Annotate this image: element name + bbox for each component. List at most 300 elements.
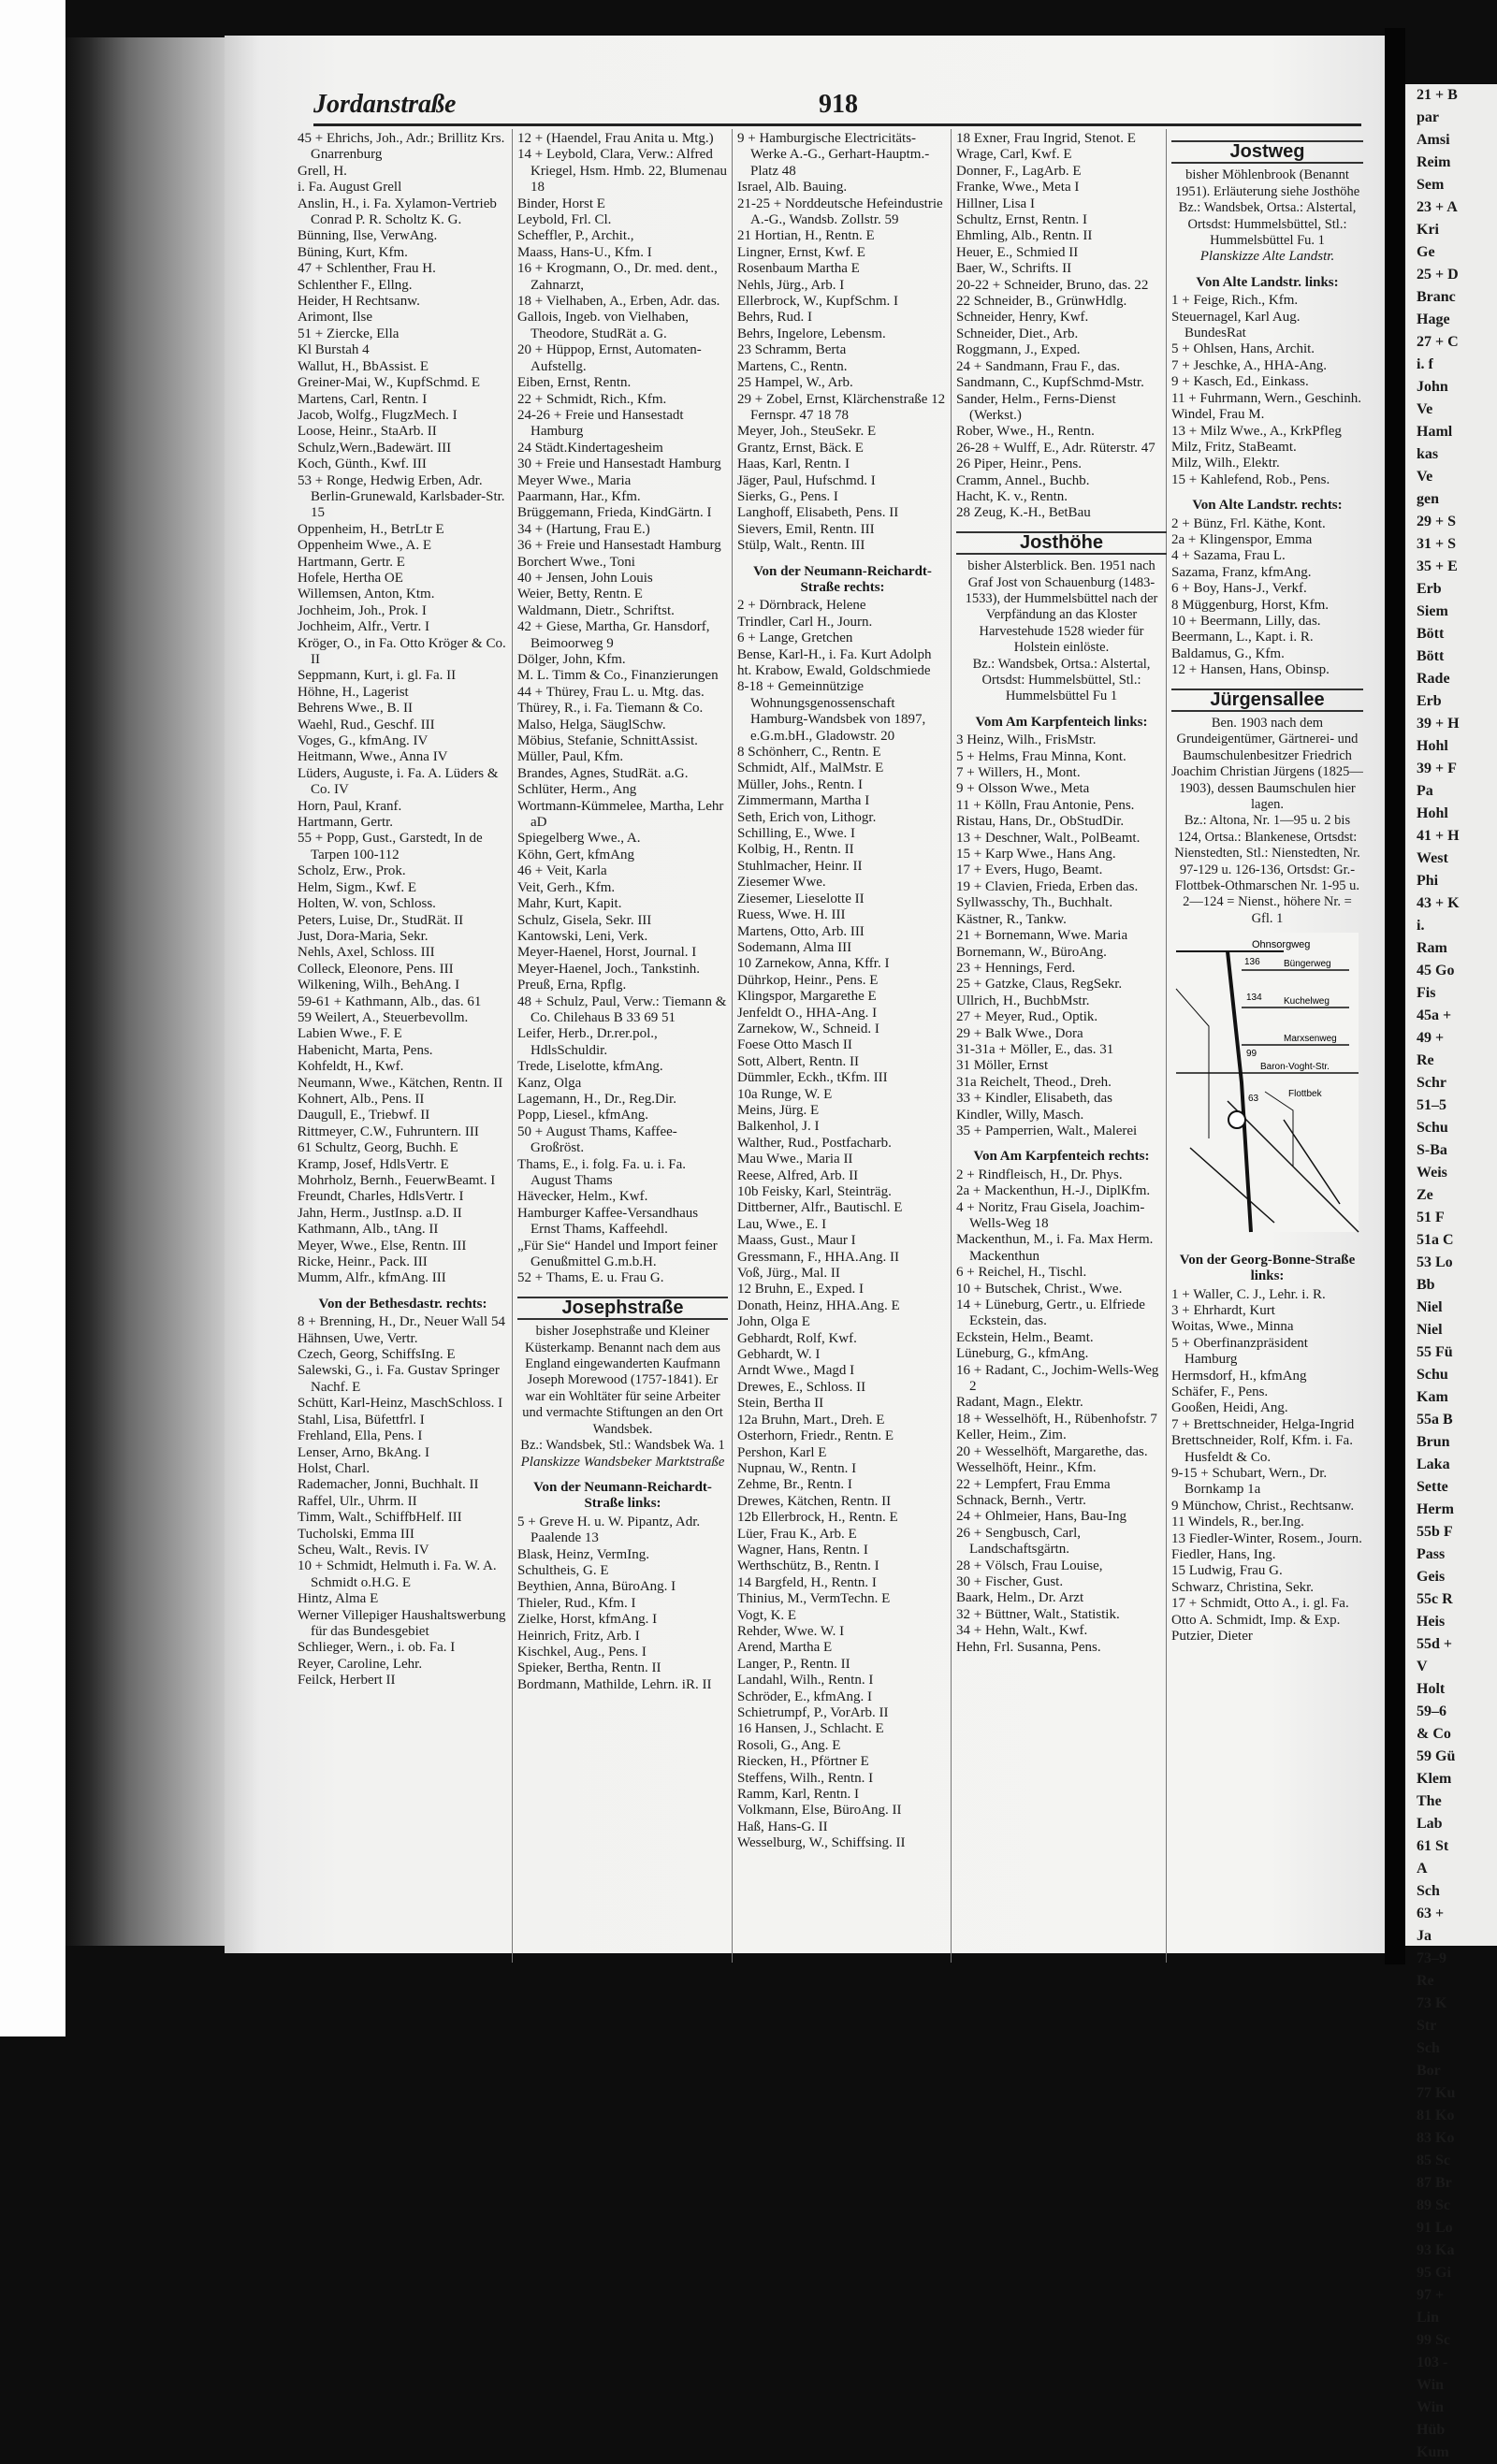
directory-entry: Fiedler, Hans, Ing. — [1171, 1547, 1276, 1562]
map-label-marxsenweg: Marxsenweg — [1284, 1034, 1337, 1045]
directory-entry: Gebhardt, W. I — [737, 1347, 821, 1363]
directory-entry: 45 + Ehrichs, Joh., Adr.; Brillitz Krs. Gnarrenburg — [298, 131, 505, 163]
directory-entry: Donath, Heinz, HHA.Ang. E — [737, 1297, 900, 1313]
directory-entry: 21-25 + Norddeutsche Hefeindustrie A.-G., Wandsb. Zollstr. 59 — [737, 196, 943, 228]
directory-entry: Leybold, Frl. Cl. — [517, 212, 612, 228]
directory-entry: Grell, H. — [298, 163, 347, 179]
next-page-fragment: 59 Gü — [1417, 1748, 1456, 1764]
directory-entry: Schnack, Bernh., Vertr. — [956, 1492, 1086, 1508]
directory-entry: Oppenheim, H., BetrLtr E — [298, 521, 444, 537]
directory-entry: Ziesemer, Lieselotte II — [737, 891, 865, 906]
directory-entry: Lau, Wwe., E. I — [737, 1216, 827, 1232]
directory-entry: Ristau, Hans, Dr., ObStudDir. — [956, 814, 1125, 830]
directory-entry: Jochheim, Joh., Prok. I — [298, 602, 427, 618]
next-page-fragment: Sch — [1417, 2040, 1440, 2056]
directory-entry: Lenser, Arno, BkAng. I — [298, 1444, 430, 1460]
directory-entry: 2 + Rindfleisch, H., Dr. Phys. — [956, 1167, 1123, 1182]
directory-entry: Pershon, Karl E — [737, 1444, 827, 1460]
directory-entry: 10 + Beermann, Lilly, das. — [1171, 613, 1321, 629]
next-page-fragment: 23 + A — [1417, 199, 1458, 215]
directory-entry: Reese, Alfred, Arb. II — [737, 1167, 859, 1183]
next-page-fragment: Herm — [1417, 1501, 1454, 1517]
directory-entry: 16 + Radant, C., Jochim-Wells-Weg 2 — [956, 1362, 1159, 1395]
directory-entry: Sott, Albert, Rentn. II — [737, 1053, 859, 1069]
directory-entry: 31 Möller, Ernst — [956, 1058, 1049, 1074]
subsection-heading: Von Alte Landstr. rechts: — [1192, 498, 1343, 514]
directory-entry: 30 + Fischer, Gust. — [956, 1573, 1064, 1589]
directory-entry: 31a Reichelt, Theod., Dreh. — [956, 1074, 1112, 1090]
next-page-fragment: Siem — [1417, 603, 1448, 619]
directory-entry: 5 + Ohlsen, Hans, Archit. — [1171, 341, 1315, 357]
next-page-fragment: 43 + K — [1417, 895, 1460, 911]
directory-entry: Ziesemer Wwe. — [737, 875, 826, 891]
directory-entry: Spiegelberg Wwe., A. — [517, 831, 641, 847]
directory-entry: Möbius, Stefanie, SchnittAssist. — [517, 733, 698, 749]
directory-entry: Schulz, Gisela, Sekr. III — [517, 912, 652, 928]
directory-entry: Windel, Frau M. — [1171, 407, 1265, 423]
directory-entry: 19 + Clavien, Frieda, Erben das. — [956, 878, 1139, 894]
directory-entry: „Für Sie“ Handel und Import feiner Genußmittel G.m.b.H. — [517, 1238, 718, 1270]
directory-entry: Mumm, Alfr., kfmAng. III — [298, 1270, 446, 1286]
directory-entry: Tucholski, Emma III — [298, 1526, 414, 1542]
next-page-fragment: gen — [1417, 491, 1439, 507]
directory-entry: Milz, Wilh., Elektr. — [1171, 456, 1280, 471]
directory-entry: Helm, Sigm., Kwf. E — [298, 879, 417, 895]
directory-entry: 22 Schneider, B., GrünwHdlg. — [956, 294, 1127, 310]
next-page-fragment: 51 F — [1417, 1210, 1445, 1225]
directory-entry: Hofele, Hertha OE — [298, 570, 403, 586]
next-page-fragment: Schr — [1417, 1075, 1446, 1091]
next-page-fragment: Schu — [1417, 1367, 1448, 1383]
directory-entry: Osterhorn, Friedr., Rentn. E — [737, 1428, 894, 1444]
directory-entry: Jochheim, Alfr., Vertr. I — [298, 619, 429, 635]
directory-entry: 6 + Reichel, H., Tischl. — [956, 1265, 1087, 1281]
directory-entry: Waehl, Rud., Geschf. III — [298, 717, 435, 732]
directory-entry: Mau Wwe., Maria II — [737, 1152, 853, 1167]
next-page-fragment: Bött — [1417, 648, 1445, 664]
subsection-heading: Von der Georg-Bonne-Straße links: — [1179, 1252, 1356, 1284]
street-running-head: Jordanstraße — [313, 90, 457, 119]
directory-entry: 25 + Gatzke, Claus, RegSekr. — [956, 977, 1123, 993]
directory-entry: 5 + Oberfinanzpräsident Hamburg — [1171, 1335, 1308, 1368]
map-label-buengerweg: Büngerweg — [1284, 959, 1331, 970]
directory-entry: 7 + Willers, H., Mont. — [956, 765, 1081, 781]
map-label-136: 136 — [1244, 957, 1260, 968]
column-1 — [298, 131, 508, 1689]
directory-entry: 7 + Brettschneider, Helga-Ingrid — [1171, 1416, 1355, 1432]
directory-entry: Freundt, Charles, HdlsVertr. I — [298, 1189, 464, 1205]
directory-entry: Rosoli, G., Ang. E — [737, 1737, 841, 1753]
directory-entry: Wagner, Hans, Rentn. I — [737, 1542, 868, 1558]
directory-entry: Vogt, K. E — [737, 1607, 797, 1623]
directory-entry: Schlenther F., Ellng. — [298, 277, 413, 293]
directory-entry: Schilling, E., Wwe. I — [737, 826, 855, 842]
directory-entry: Franke, Wwe., Meta I — [956, 180, 1080, 196]
directory-entry: 22 + Schmidt, Rich., Kfm. — [517, 391, 667, 407]
column-rule — [951, 129, 952, 1963]
directory-entry: 8-18 + Gemeinnützige Wohnungsgenossenschaft Hamburg-Wandsbek von 1897, e.G.m.bH., Gladowstr. 20 — [737, 679, 926, 744]
directory-entry: Greiner-Mai, W., KupfSchmd. E — [298, 375, 481, 391]
directory-entry: Jahn, Herm., JustInsp. a.D. II — [298, 1205, 462, 1221]
next-page-fragment: Bb — [1417, 1277, 1435, 1293]
directory-entry: 31-31a + Möller, E., das. 31 — [956, 1041, 1114, 1057]
directory-entry: Walther, Rud., Postfacharb. — [737, 1135, 892, 1151]
directory-entry: Schwarz, Christina, Sekr. — [1171, 1579, 1315, 1595]
directory-entry: Kathmann, Alb., tAng. II — [298, 1222, 439, 1238]
directory-entry: Wesselburg, W., Schiffsing. II — [737, 1835, 906, 1851]
directory-entry: Werthschütz, B., Rentn. I — [737, 1558, 879, 1574]
directory-entry: Köhn, Gert, kfmAng — [517, 847, 634, 862]
next-page-fragment: Pass — [1417, 1546, 1446, 1562]
directory-entry: 12 + (Haendel, Frau Anita u. Mtg.) — [517, 131, 714, 146]
directory-entry: Mohrholz, Bernh., FeuerwBeamt. I — [298, 1173, 496, 1188]
next-page-fragment: Niel — [1417, 1299, 1443, 1315]
directory-entry: 29 + Balk Wwe., Dora — [956, 1025, 1083, 1041]
map-label-kuchelweg: Kuchelweg — [1284, 996, 1330, 1007]
directory-entry: Arimont, Ilse — [298, 310, 372, 326]
next-page-fragment: Sette — [1417, 1479, 1448, 1495]
directory-entry: Koch, Günth., Kwf. III — [298, 457, 427, 472]
next-page-fragment: 45a + — [1417, 1007, 1452, 1023]
next-page-fragment: Phi — [1417, 873, 1439, 889]
directory-entry: Roggmann, J., Exped. — [956, 342, 1081, 358]
directory-entry: Zarnekow, W., Schneid. I — [737, 1021, 879, 1036]
directory-entry: Gressmann, F., HHA.Ang. II — [737, 1249, 899, 1265]
next-page-fragment: kas — [1417, 446, 1439, 462]
next-page-fragment: Hage — [1417, 312, 1450, 327]
directory-entry: Kindler, Willy, Masch. — [956, 1107, 1084, 1123]
directory-entry: Jäger, Paul, Hufschmd. I — [737, 472, 876, 488]
directory-entry: 6 + Lange, Gretchen — [737, 630, 853, 646]
directory-entry: Seth, Erich von, Lithogr. — [737, 809, 877, 825]
directory-entry: 15 Ludwig, Frau G. — [1171, 1563, 1283, 1579]
directory-entry: Lagemann, H., Dr., Reg.Dir. — [517, 1091, 676, 1107]
next-page-fragment: S-Ba — [1417, 1142, 1447, 1158]
plan-sketch-note: Planskizze Wandsbeker Marktstraße — [520, 1454, 725, 1470]
next-page-fragment: Pa — [1417, 783, 1433, 799]
directory-entry: Sievers, Emil, Rentn. III — [737, 521, 875, 537]
directory-entry: 10a Runge, W. E — [737, 1086, 833, 1102]
next-page-fragment: Branc — [1417, 289, 1456, 305]
subsection-heading: Von der Neumann-Reichardt-Straße rechts: — [753, 563, 932, 595]
directory-entry: Maass, Hans-U., Kfm. I — [517, 244, 652, 260]
directory-entry: Martens, Carl, Rentn. I — [298, 391, 428, 407]
directory-entry: 24 + Ohlmeier, Hans, Bau-Ing — [956, 1509, 1126, 1525]
directory-entry: 15 + Karp Wwe., Hans Ang. — [956, 847, 1116, 862]
subsection-heading: Von der Bethesdastr. rechts: — [318, 1296, 487, 1312]
directory-entry: Scholz, Erw., Prok. — [298, 863, 406, 879]
directory-entry: 2 + Dörnbrack, Helene — [737, 598, 866, 614]
street-note: bisher Möhlenbrook (Benannt 1951). Erläuterung siehe Josthöhe — [1174, 167, 1360, 199]
next-page-fragment: 25 + D — [1417, 267, 1459, 283]
next-page-fragment: Ja — [1417, 1928, 1432, 1944]
directory-entry: Stülp, Walt., Rentn. III — [737, 538, 865, 554]
directory-entry: Höhne, H., Lagerist — [298, 684, 409, 700]
directory-entry: 16 Hansen, J., Schlacht. E — [737, 1721, 884, 1737]
directory-entry: Haß, Hans-G. II — [737, 1819, 828, 1834]
directory-entry: Sandmann, C., KupfSchmd-Mstr. — [956, 375, 1144, 391]
directory-entry: Thürey, R., i. Fa. Tiemann & Co. — [517, 701, 704, 717]
directory-entry: 50 + August Thams, Kaffee-Großröst. — [517, 1123, 677, 1156]
next-page-fragment: i. f — [1417, 356, 1433, 372]
directory-entry: 34 + (Hartung, Frau E.) — [517, 521, 650, 537]
directory-entry: 16 + Krogmann, O., Dr. med. dent., Zahnarzt, — [517, 261, 718, 293]
directory-entry: 17 + Evers, Hugo, Beamt. — [956, 862, 1103, 878]
directory-entry: Ruess, Wwe. H. III — [737, 907, 846, 923]
next-page-fragment: Win — [1417, 2377, 1445, 2393]
directory-entry: Meyer, Wwe., Else, Rentn. III — [298, 1238, 467, 1254]
directory-entry: Schneider, Henry, Kwf. — [956, 310, 1089, 326]
next-page-fragment: Lab — [1417, 1816, 1443, 1832]
directory-entry: 8 + Brenning, H., Dr., Neuer Wall 54 — [298, 1314, 505, 1330]
directory-entry: 18 Exner, Frau Ingrid, Stenot. E — [956, 131, 1136, 146]
directory-entry: Sander, Helm., Ferns-Dienst (Werkst.) — [956, 391, 1116, 423]
directory-entry: Anslin, H., i. Fa. Xylamon-Vertrieb Conrad P. R. Scholtz K. G. — [298, 196, 497, 228]
next-page-fragment: 55d + — [1417, 1636, 1453, 1652]
next-page-fragment: 53 Lo — [1417, 1254, 1453, 1270]
plan-sketch-note: Planskizze Alte Landstr. — [1199, 249, 1335, 265]
page-gutter — [1385, 28, 1405, 1964]
next-page-fragment: The — [1417, 1793, 1442, 1809]
next-page-fragment: 81 Ko — [1417, 2108, 1455, 2123]
district-info: Bz.: Altona, Nr. 1—95 u. 2 bis 124, Ortsa.: Blankenese, Ortsdst: Nienstedten, Stl.: Nienstedten, Nr. 97-129 u. 126-136, Ortsdst: Gr.-Flottbek-Othmarschen Nr. 1-95 u. 2—124 = Nienst., höhere Nr. = Gfl. 1 — [1174, 813, 1360, 926]
directory-entry: Nupnau, W., Rentn. I — [737, 1460, 857, 1476]
directory-entry: Foese Otto Masch II — [737, 1037, 852, 1053]
directory-entry: 4 + Noritz, Frau Gisela, Joachim-Wells-Weg 18 — [956, 1199, 1145, 1231]
directory-entry: Malso, Helga, SäuglSchw. — [517, 717, 666, 732]
directory-entry: 12 Bruhn, E., Exped. I — [737, 1282, 864, 1297]
directory-entry: Baer, W., Schrifts. II — [956, 261, 1072, 277]
directory-entry: Behrs, Rud. I — [737, 310, 812, 326]
book-spine — [65, 37, 225, 1946]
directory-entry: Landahl, Wilh., Rentn. I — [737, 1673, 874, 1689]
street-note: bisher Alsterblick. Ben. 1951 nach Graf Jost von Schauenburg (1483-1533), der Hummelsbüttel nach der Verpfändung an das Kloster Harvestehude 1528 wieder für Holstein einlöste. — [965, 558, 1158, 656]
next-page-fragment: Klem — [1417, 1771, 1452, 1787]
directory-entry: Holst, Charl. — [298, 1460, 371, 1476]
directory-entry: 22 + Lempfert, Frau Emma — [956, 1476, 1111, 1492]
next-page-fragment: 103 - — [1417, 2355, 1448, 2370]
directory-entry: 6 + Boy, Hans-J., Verkf. — [1171, 581, 1307, 597]
directory-entry: 11 Windels, R., ber.Ing. — [1171, 1515, 1304, 1530]
directory-entry: Kästner, R., Tankw. — [956, 911, 1067, 927]
directory-entry: Arend, Martha E — [737, 1640, 833, 1656]
directory-entry: Hintz, Alma E — [298, 1591, 379, 1607]
next-page-fragment: Sch — [1417, 1883, 1440, 1899]
directory-entry: 28 + Völsch, Frau Louise, — [956, 1558, 1103, 1573]
directory-entry: 3 Heinz, Wilh., FrisMstr. — [956, 732, 1097, 748]
next-page-fragment: Str — [1417, 2018, 1437, 2034]
directory-entry: Meyer, Joh., SteuSekr. E — [737, 424, 877, 440]
directory-entry: 9 Münchow, Christ., Rechtsanw. — [1171, 1498, 1355, 1514]
directory-entry: Scheu, Walt., Revis. IV — [298, 1542, 429, 1558]
directory-entry: Thinius, M., VermTechn. E — [737, 1591, 891, 1607]
directory-entry: Seppmann, Kurt, i. gl. Fa. II — [298, 668, 457, 684]
directory-entry: Colleck, Eleonore, Pens. III — [298, 961, 454, 977]
directory-entry: Gallois, Ingeb. von Vielhaben, Theodore, StudRät a. G. — [517, 310, 689, 341]
directory-entry: Salewski, G., i. Fa. Gustav Springer Nachf. E — [298, 1363, 500, 1395]
map-station-icon — [1228, 1111, 1245, 1128]
directory-entry: 21 + Bornemann, Wwe. Maria — [956, 928, 1128, 944]
directory-entry: 24 Städt.Kindertagesheim — [517, 440, 663, 456]
directory-entry: Oppenheim Wwe., A. E — [298, 538, 432, 554]
directory-entry: 48 + Schulz, Paul, Verw.: Tiemann & Co. Chilehaus B 33 69 51 — [517, 993, 727, 1025]
directory-entry: 5 + Helms, Frau Minna, Kont. — [956, 748, 1126, 764]
next-page-fragment: 99 Sc — [1417, 2332, 1450, 2348]
directory-entry: Rober, Wwe., H., Rentn. — [956, 424, 1095, 440]
directory-entry: Martens, C., Rentn. — [737, 358, 848, 374]
directory-entry: 2a + Klingenspor, Emma — [1171, 531, 1313, 547]
next-page-fragment: 73 K — [1417, 1995, 1447, 2011]
directory-entry: Dührkop, Heinr., Pens. E — [737, 972, 879, 988]
directory-entry: 11 + Fuhrmann, Wern., Geschinh. — [1171, 390, 1362, 406]
directory-entry: 14 + Lüneburg, Gertr., u. Elfriede Eckstein, das. — [956, 1297, 1145, 1329]
next-page-fragment: Reim — [1417, 154, 1451, 170]
directory-entry: Scheffler, P., Archit., — [517, 228, 634, 244]
directory-entry: 10 + Schmidt, Helmuth i. Fa. W. A. Schmidt o.H.G. E — [298, 1558, 497, 1590]
directory-entry: Hähnsen, Uwe, Vertr. — [298, 1330, 418, 1346]
directory-entry: Klingspor, Margarethe E — [737, 989, 877, 1005]
directory-entry: Donner, F., LagArb. E — [956, 163, 1082, 179]
directory-entry: Leifer, Herb., Dr.rer.pol., HdlsSchuldir. — [517, 1026, 658, 1058]
page-number: 918 — [819, 90, 858, 119]
directory-entry: 1 + Waller, C. J., Lehr. i. R. — [1171, 1286, 1326, 1302]
directory-entry: John, Olga E — [737, 1314, 810, 1330]
directory-entry: Hillner, Lisa I — [956, 196, 1035, 211]
directory-entry: 44 + Thürey, Frau L. u. Mtg. das. — [517, 684, 705, 700]
next-page-fragment: Schu — [1417, 1120, 1448, 1136]
directory-entry: M. L. Timm & Co., Finanzierungen — [517, 668, 719, 684]
directory-entry: Ullrich, H., BuchbMstr. — [956, 993, 1090, 1008]
directory-entry: 9-15 + Schubart, Wern., Dr. Bornkamp 1a — [1171, 1465, 1328, 1498]
next-page-fragment: Hohl — [1417, 738, 1448, 754]
directory-entry: 8 Müggenburg, Horst, Kfm. — [1171, 597, 1330, 613]
directory-entry: Behrs, Ingelore, Lebensm. — [737, 326, 886, 341]
directory-entry: Zimmermann, Martha I — [737, 793, 870, 809]
directory-entry: Dittberner, Alfr., Bautischl. E — [737, 1200, 903, 1216]
directory-entry: Heinrich, Fritz, Arb. I — [517, 1628, 640, 1644]
district-info: Bz.: Wandsbek, Ortsa.: Alstertal, Ortsdst: Hummelsbüttel, Stl.: Hummelsbüttel Fu 1 — [972, 656, 1151, 704]
next-page-fragment: Rade — [1417, 671, 1450, 687]
next-page-fragment: 61 St — [1417, 1838, 1449, 1854]
next-page-fragment: Sem — [1417, 177, 1445, 193]
directory-entry: Martens, Otto, Arb. III — [737, 923, 865, 939]
directory-entry: Woitas, Wwe., Minna — [1171, 1319, 1294, 1335]
directory-entry: Kl Burstah 4 — [298, 342, 370, 358]
directory-entry: Nehls, Jürg., Arb. I — [737, 277, 845, 293]
directory-entry: Kohfeldt, H., Kwf. — [298, 1059, 404, 1075]
directory-entry: Brüggemann, Frieda, KindGärtn. I — [517, 505, 712, 521]
directory-entry: Reyer, Caroline, Lehr. — [298, 1656, 423, 1672]
directory-entry: Jacob, Wolfg., FlugzMech. I — [298, 407, 458, 423]
next-page-fragment: Hohl — [1417, 805, 1448, 821]
directory-entry: Eiben, Ernst, Rentn. — [517, 375, 632, 391]
directory-entry: 26-28 + Wulff, E., Adr. Rüterstr. 47 — [956, 440, 1155, 456]
next-page-fragment: 39 + H — [1417, 716, 1460, 732]
next-page-fragment: John — [1417, 379, 1448, 395]
next-page-fragment: 55c R — [1417, 1591, 1453, 1607]
next-page-fragment: 95 Gi — [1417, 2265, 1451, 2281]
directory-entry: Brettschneider, Rolf, Kfm. i. Fa. Husfeldt & Co. — [1171, 1433, 1353, 1465]
next-page-fragment: 35 + E — [1417, 558, 1458, 574]
directory-entry: Nehls, Axel, Schloss. III — [298, 945, 435, 961]
directory-entry: 12a Bruhn, Mart., Dreh. E — [737, 1412, 885, 1428]
directory-entry: Schütt, Karl-Heinz, MaschSchloss. I — [298, 1396, 503, 1412]
directory-entry: Hävecker, Helm., Kwf. — [517, 1189, 648, 1205]
directory-entry: 26 + Sengbusch, Carl, Landschaftsgärtn. — [956, 1525, 1082, 1558]
next-page-fragment: Niel — [1417, 1322, 1443, 1338]
directory-entry: Schäfer, F., Pens. — [1171, 1384, 1269, 1399]
directory-entry: 8 Schönherr, C., Rentn. E — [737, 745, 881, 761]
directory-entry: Frehland, Ella, Pens. I — [298, 1428, 423, 1444]
next-page-fragment: 51–5 — [1417, 1097, 1446, 1113]
map-label-flottbek: Flottbek — [1288, 1089, 1322, 1100]
directory-entry: Loose, Heinr., StaArb. II — [298, 424, 437, 440]
next-page-fragment: Kam — [1417, 1389, 1448, 1405]
directory-entry: Haas, Karl, Rentn. I — [737, 457, 850, 472]
directory-entry: Voß, Jürg., Mal. II — [737, 1266, 840, 1282]
directory-entry: Heuer, E., Schmied II — [956, 244, 1079, 260]
directory-entry: 40 + Jensen, John Louis — [517, 570, 653, 586]
directory-entry: Stein, Bertha II — [737, 1396, 824, 1412]
directory-entry: 32 + Büttner, Walt., Statistik. — [956, 1606, 1120, 1622]
directory-entry: 14 Bargfeld, H., Rentn. I — [737, 1574, 877, 1590]
scan-border-left — [0, 0, 65, 2036]
directory-entry: Kramp, Josef, HdlsVertr. E — [298, 1156, 449, 1172]
directory-entry: Hermsdorf, H., kfmAng — [1171, 1368, 1307, 1384]
directory-entry: 13 + Deschner, Walt., PolBeamt. — [956, 830, 1141, 846]
next-page-fragment: 39 + F — [1417, 761, 1457, 776]
next-page-fragment: 89 Sc — [1417, 2197, 1450, 2213]
directory-entry: Dölger, John, Kfm. — [517, 652, 626, 667]
directory-entry: 36 + Freie und Hansestadt Hamburg — [517, 538, 721, 554]
directory-entry: Meyer Wwe., Maria — [517, 472, 632, 488]
directory-entry: 9 + Olsson Wwe., Meta — [956, 781, 1090, 797]
directory-entry: Neumann, Wwe., Kätchen, Rentn. II — [298, 1075, 503, 1091]
directory-entry: Israel, Alb. Bauing. — [737, 180, 848, 196]
directory-entry: Lüneburg, G., kfmAng. — [956, 1346, 1089, 1362]
directory-entry: 7 + Jeschke, A., HHA-Ang. — [1171, 357, 1327, 373]
subsection-heading: Vom Am Karpfenteich links: — [975, 714, 1148, 730]
next-page-fragment: i. — [1417, 918, 1425, 934]
next-page-fragment: Kri — [1417, 222, 1439, 238]
street-heading-josthoehe: Josthöhe — [956, 531, 1167, 555]
directory-entry: Binder, Horst E — [517, 196, 605, 211]
next-page-fragment: & Co — [1417, 1726, 1451, 1742]
directory-entry: 3 + Ehrhardt, Kurt — [1171, 1302, 1275, 1318]
directory-entry: Beythien, Anna, BüroAng. I — [517, 1579, 676, 1595]
next-page-fragment: Ve — [1417, 469, 1433, 485]
column-rule — [732, 129, 733, 1963]
directory-entry: 17 + Schmidt, Otto A., i. gl. Fa. — [1171, 1596, 1349, 1612]
directory-entry: Ricke, Heinr., Pack. III — [298, 1254, 428, 1270]
next-page-fragment: Bött — [1417, 626, 1445, 642]
directory-entry: Hartmann, Gertr. — [298, 815, 394, 831]
directory-entry: Riecken, H., Pförtner E — [737, 1754, 869, 1770]
district-info: Bz.: Wandsbek, Stl.: Wandsbek Wa. 1 — [520, 1438, 725, 1454]
directory-entry: Rehder, Wwe. W. I — [737, 1623, 845, 1639]
next-page-fragment: Erb — [1417, 693, 1442, 709]
column-4 — [956, 131, 1167, 1656]
directory-entry: Drewes, E., Schloss. II — [737, 1379, 866, 1395]
directory-entry: 20 + Wesselhöft, Margarethe, das. — [956, 1443, 1148, 1459]
directory-entry: Meyer-Haenel, Horst, Journal. I — [517, 945, 697, 961]
directory-entry: Schlüter, Herm., Ang — [517, 782, 637, 798]
directory-entry: Wesselhöft, Heinr., Kfm. — [956, 1460, 1097, 1476]
column-3 — [737, 131, 948, 1852]
directory-entry: Kantowski, Leni, Verk. — [517, 928, 648, 944]
directory-entry: Grantz, Ernst, Bäck. E — [737, 440, 864, 456]
directory-entry: Behrens Wwe., B. II — [298, 701, 414, 717]
